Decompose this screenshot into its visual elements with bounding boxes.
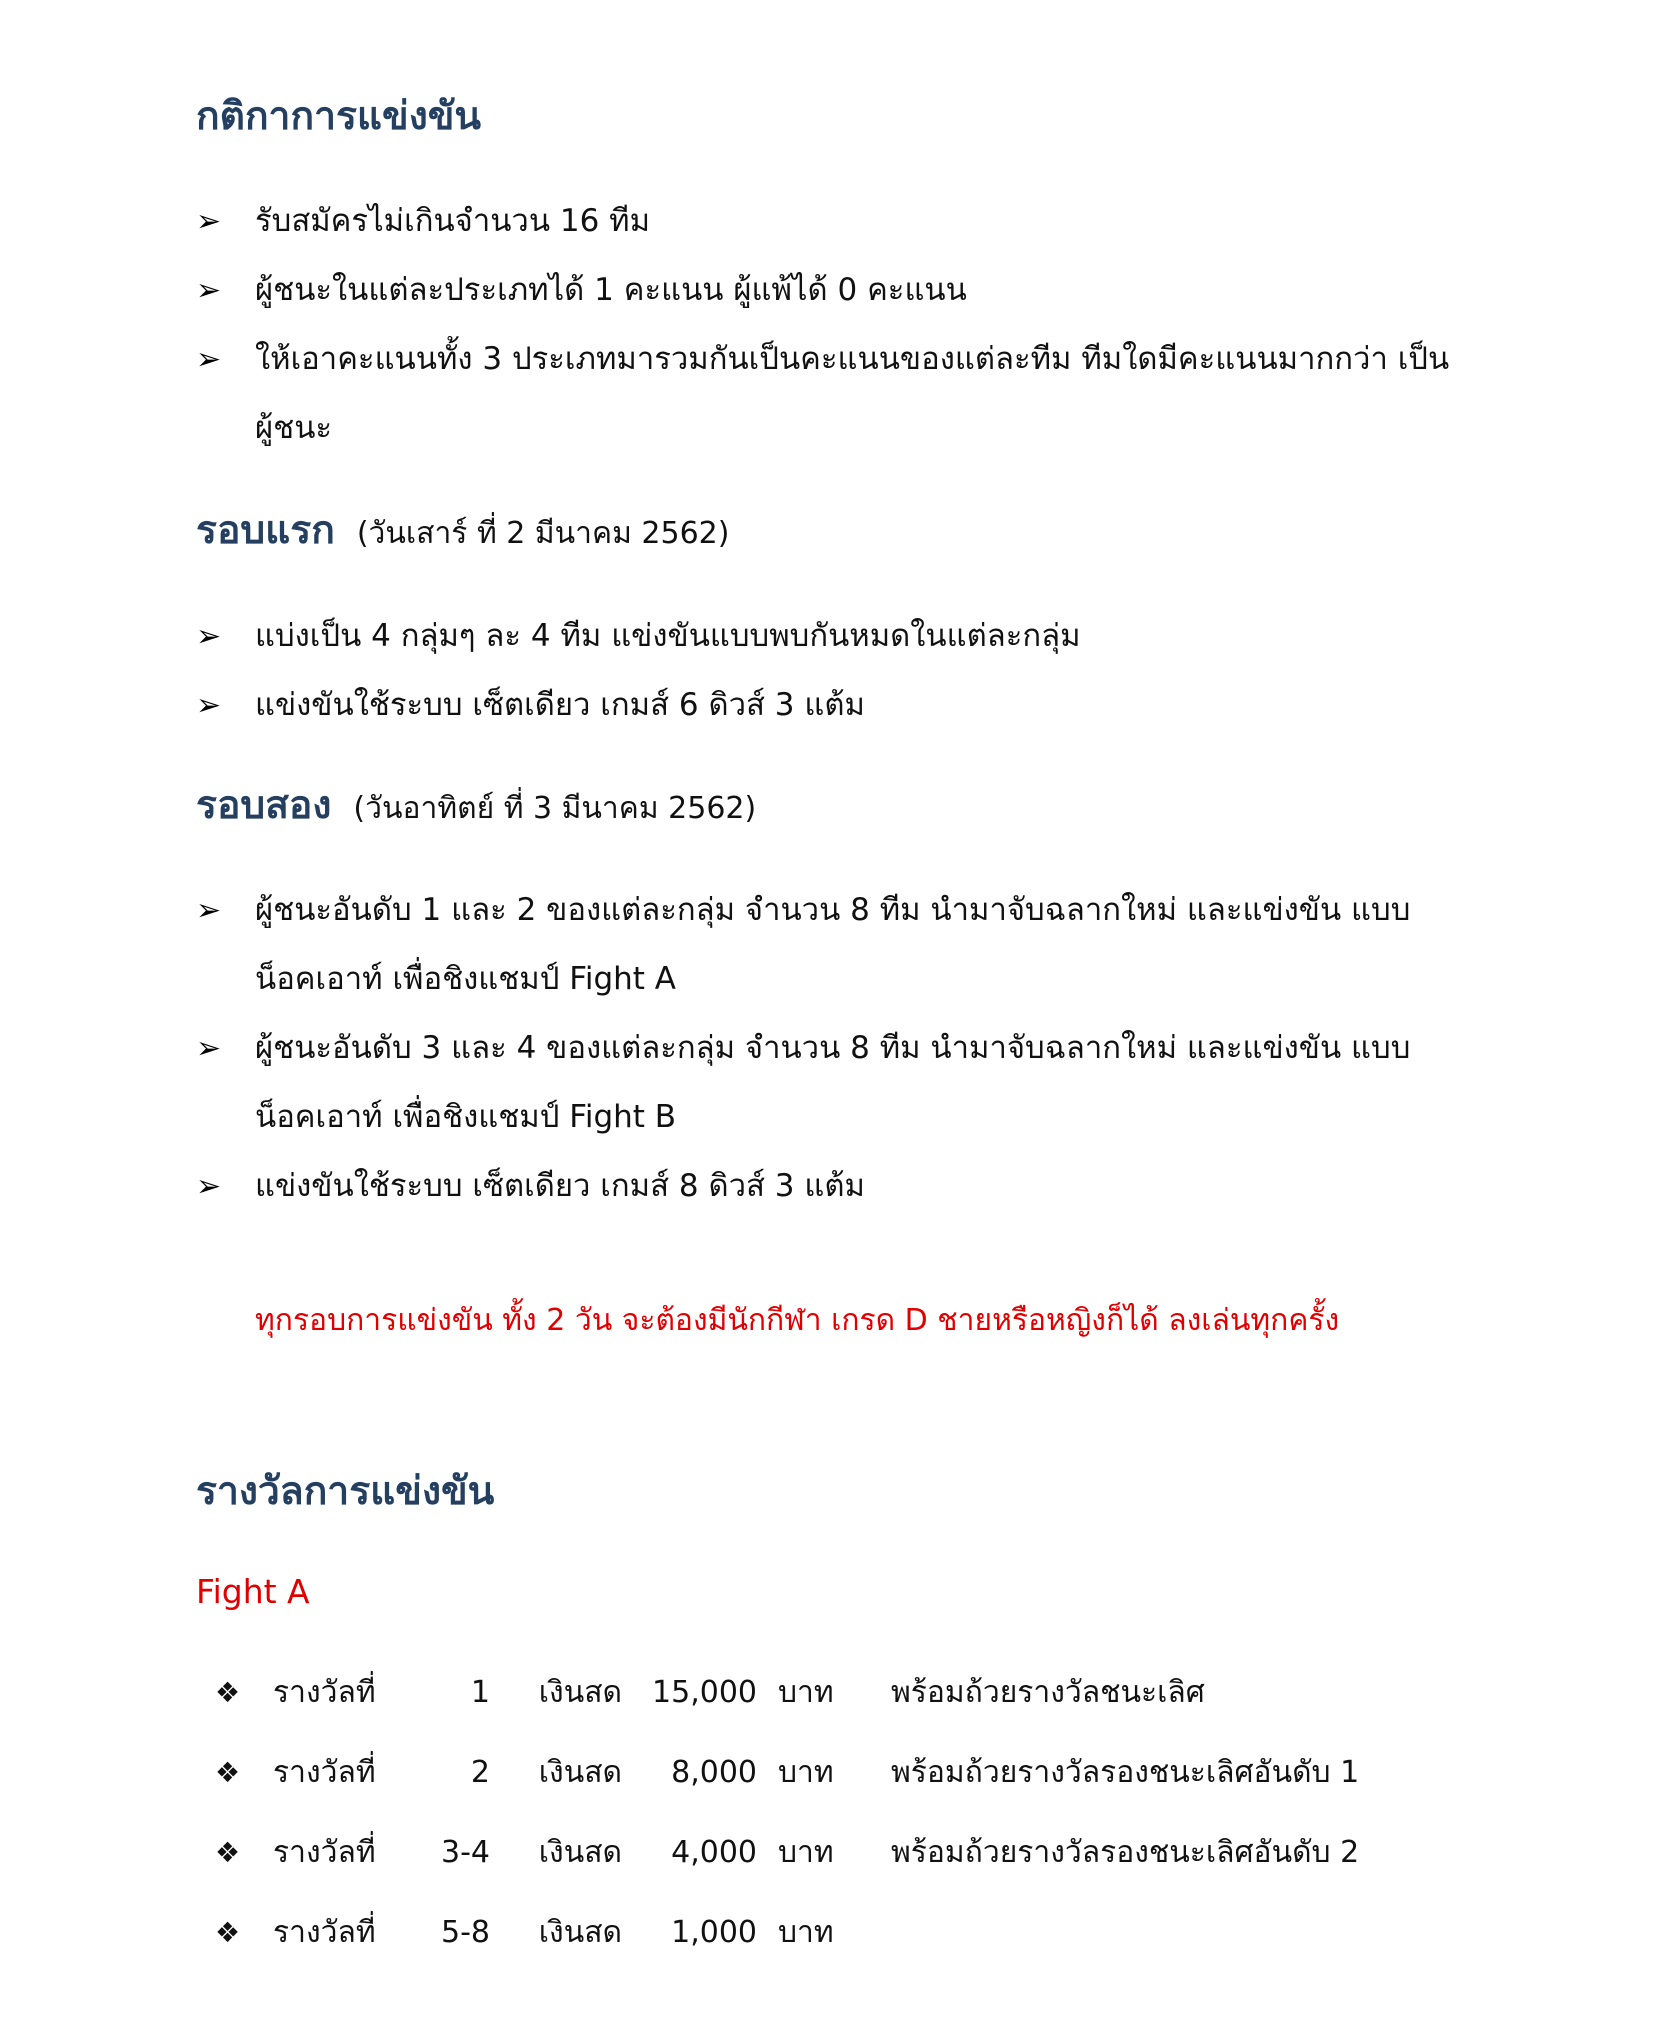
diamond-bullet-icon: ❖ [215, 1836, 241, 1869]
arrow-bullet-icon: ➢ [196, 204, 222, 239]
prize-unit: บาท [778, 1675, 834, 1710]
prize-amount: 4,000 [671, 1835, 757, 1870]
round1-text: แข่งขันใช้ระบบ เซ็ตเดียว เกมส์ 6 ดิวส์ 3 แต้ม [255, 687, 865, 723]
round2-text: ผู้ชนะอันดับ 3 และ 4 ของแต่ละกลุ่ม จำนวน 8 ทีม นำมาจับฉลากใหม่ และแข่งขัน แบบน็อคเอาท์ เพื่อชิงแชมป์ Fight B [255, 1030, 1411, 1135]
diamond-bullet-icon: ❖ [215, 1916, 241, 1949]
round1-title: รอบแรก [196, 508, 335, 553]
rule-text: รับสมัครไม่เกินจำนวน 16 ทีม [255, 203, 651, 239]
arrow-bullet-icon: ➢ [196, 893, 222, 928]
prize-label: รางวัลที่ [273, 1835, 376, 1870]
arrow-bullet-icon: ➢ [196, 273, 222, 308]
prize-amount: 15,000 [652, 1675, 757, 1710]
rule-item [196, 256, 1456, 325]
round1-date: (วันเสาร์ ที่ 2 มีนาคม 2562) [356, 516, 730, 551]
prize-cash-label: เงินสด [538, 1915, 622, 1950]
prize-amount: 8,000 [671, 1755, 757, 1790]
prize-amount: 1,000 [671, 1915, 757, 1950]
prize-label: รางวัลที่ [273, 1755, 376, 1790]
prize-label: รางวัลที่ [273, 1915, 376, 1950]
prize-cash-label: เงินสด [538, 1675, 622, 1710]
rule-text: ผู้ชนะในแต่ละประเภทได้ 1 คะแนน ผู้แพ้ได้ 0 คะแนน [255, 272, 967, 308]
rule-text: ให้เอาคะแนนทั้ง 3 ประเภทมารวมกันเป็นคะแนนของแต่ละทีม ทีมใดมีคะแนนมากกว่า เป็นผู้ชนะ [255, 341, 1450, 446]
prize-unit: บาท [778, 1835, 834, 1870]
round2-item [196, 1152, 1456, 1221]
fight-a-label: Fight A [196, 1572, 310, 1611]
grade-d-note: ทุกรอบการแข่งขัน ทั้ง 2 วัน จะต้องมีนักกีฬา เกรด D ชายหรือหญิงก็ได้ ลงเล่นทุกครั้ง [255, 1303, 1340, 1338]
rule-item [196, 325, 1456, 463]
round2-item [196, 876, 1456, 1014]
diamond-bullet-icon: ❖ [215, 1756, 241, 1789]
prize-rank: 2 [470, 1755, 490, 1790]
round2-date: (วันอาทิตย์ ที่ 3 มีนาคม 2562) [353, 791, 757, 826]
prize-cash-label: เงินสด [538, 1755, 622, 1790]
prizes-heading: รางวัลการแข่งขัน [196, 1469, 495, 1514]
round1-item [196, 602, 1456, 671]
round2-title: รอบสอง [196, 783, 332, 828]
rule-item [196, 187, 1456, 256]
prize-rank: 3-4 [441, 1835, 490, 1870]
round2-text: ผู้ชนะอันดับ 1 และ 2 ของแต่ละกลุ่ม จำนวน 8 ทีม นำมาจับฉลากใหม่ และแข่งขัน แบบน็อคเอาท์ เพื่อชิงแชมป์ Fight A [255, 892, 1411, 997]
prize-rank: 1 [470, 1675, 490, 1710]
round2-item [196, 1014, 1456, 1152]
prize-trophy: พร้อมถ้วยรางวัลชนะเลิศ [891, 1675, 1205, 1710]
round1-heading [196, 508, 729, 555]
prize-unit: บาท [778, 1755, 834, 1790]
round1-text: แบ่งเป็น 4 กลุ่มๆ ละ 4 ทีม แข่งขันแบบพบกันหมดในแต่ละกลุ่ม [255, 618, 1081, 654]
round1-item [196, 671, 1456, 740]
prize-rank: 5-8 [441, 1915, 490, 1950]
prize-cash-label: เงินสด [538, 1835, 622, 1870]
round2-text: แข่งขันใช้ระบบ เซ็ตเดียว เกมส์ 8 ดิวส์ 3 แต้ม [255, 1168, 865, 1204]
arrow-bullet-icon: ➢ [196, 1169, 222, 1204]
arrow-bullet-icon: ➢ [196, 619, 222, 654]
round2-heading [196, 783, 756, 830]
prize-unit: บาท [778, 1915, 834, 1950]
prize-label: รางวัลที่ [273, 1675, 376, 1710]
diamond-bullet-icon: ❖ [215, 1676, 241, 1709]
rules-heading: กติกาการแข่งขัน [196, 94, 482, 139]
arrow-bullet-icon: ➢ [196, 688, 222, 723]
prize-trophy: พร้อมถ้วยรางวัลรองชนะเลิศอันดับ 2 [891, 1835, 1360, 1870]
arrow-bullet-icon: ➢ [196, 1031, 222, 1066]
prize-trophy: พร้อมถ้วยรางวัลรองชนะเลิศอันดับ 1 [891, 1755, 1360, 1790]
arrow-bullet-icon: ➢ [196, 342, 222, 377]
